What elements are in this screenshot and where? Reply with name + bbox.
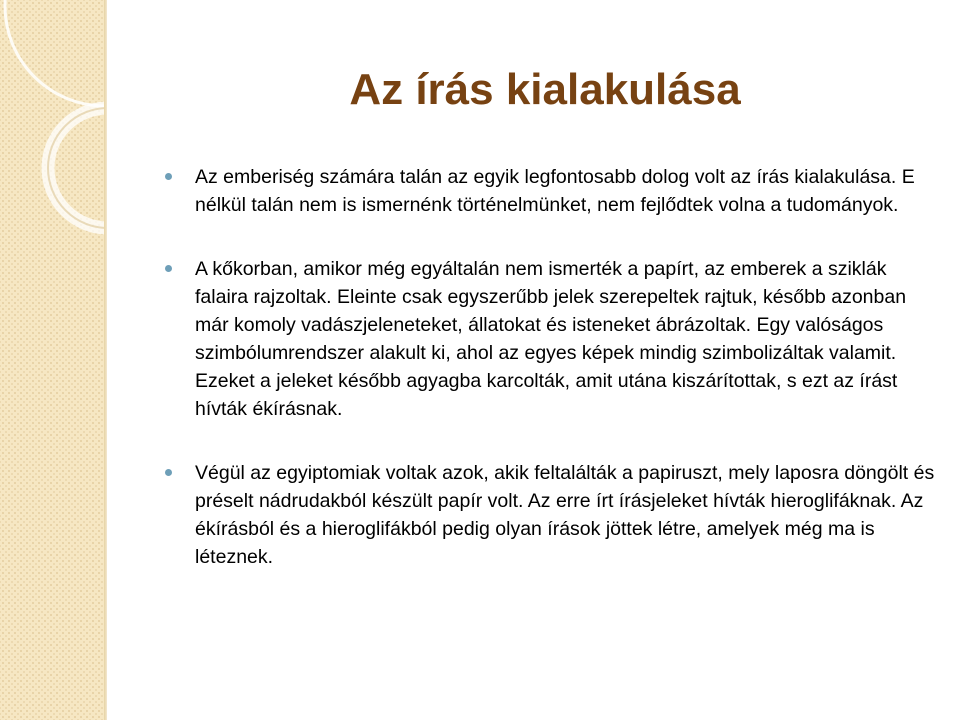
- slide-title: Az írás kialakulása: [349, 65, 741, 114]
- bullet-list: [165, 163, 935, 571]
- decorative-ring: [48, 108, 104, 228]
- decorative-ring-outline: [48, 108, 104, 228]
- bullet-dot-icon: [165, 265, 172, 272]
- bullet-item: [165, 163, 935, 219]
- decorative-side-band: [0, 0, 104, 720]
- side-band-edge: [104, 0, 107, 720]
- decorative-circles: [0, 0, 104, 720]
- bullet-text: Az emberiség számára talán az egyik legfontosabb dolog volt az írás kialakulása. E nélkül talán nem is ismernénk történelmünket, nem fejlődtek volna a tudományok.: [195, 166, 915, 216]
- bullet-item: [165, 255, 935, 423]
- decorative-circle-large: [5, 0, 104, 106]
- bullet-item: [165, 459, 935, 571]
- bullet-dot-icon: [165, 173, 172, 180]
- bullet-dot-icon: [165, 469, 172, 476]
- bullet-text: A kőkorban, amikor még egyáltalán nem ismerték a papírt, az emberek a sziklák falaira rajzoltak. Eleinte csak egyszerűbb jelek szerepeltek rajtuk, később azonban már komoly vadászjeleneteket, állatokat és isteneket ábrázoltak. Egy valóságos szimbólumrendszer alakult ki, ahol az egyes képek mindig szimbolizáltak valamit. Ezeket a jeleket később agyagba karcolták, amit utána kiszárítottak, s ezt az írást hívták ékírásnak.: [195, 258, 907, 420]
- bullet-text: Végül az egyiptomiak voltak azok, akik feltalálták a papiruszt, mely laposra döngölt és préselt nádrudakból készült papír volt. Az erre írt írásjeleket hívták hieroglifáknak. Az ékírásból és a hieroglifákból pedig olyan írások jöttek létre, amelyek még ma is léteznek.: [195, 462, 935, 568]
